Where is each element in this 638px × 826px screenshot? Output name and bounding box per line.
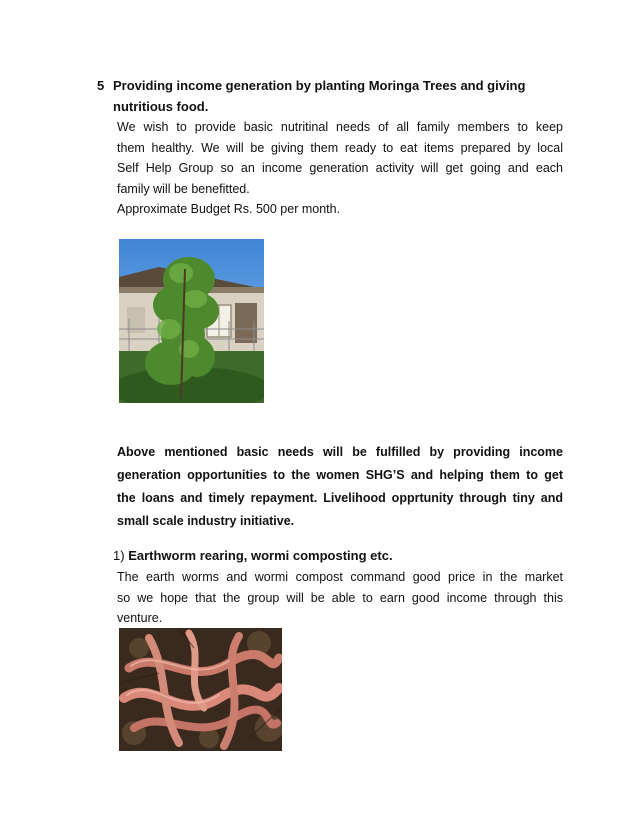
budget-line <box>117 199 563 220</box>
section-number: 5 <box>97 78 105 93</box>
paragraph-line: so we hope that the group will be able to earn good income through this <box>117 590 563 605</box>
summary-line: Above mentioned basic needs will be fulfilled by providing income <box>117 445 563 459</box>
summary-paragraph <box>117 441 563 533</box>
subsection-body-paragraph <box>117 567 563 629</box>
summary-line: the loans and timely repayment. Livelihood opprtunity through tiny and <box>117 491 563 505</box>
paragraph-line: We wish to provide basic nutritinal needs of all family members to keep <box>117 120 563 134</box>
paragraph-line: The earth worms and wormi compost command good price in the market <box>117 570 563 584</box>
paragraph-line: venture. <box>117 611 163 625</box>
paragraph-line: them healthy. We will be giving them ready to eat items prepared by local <box>117 140 563 155</box>
section-heading-line-1: Providing income generation by planting Moringa Trees and giving <box>113 78 526 93</box>
moringa-tree-photo <box>119 239 264 403</box>
summary-line: generation opportunities to the women SHG’S and helping them to get <box>117 468 563 482</box>
subsection-number: 1) <box>113 548 125 563</box>
budget-text: Approximate Budget Rs. 500 per month. <box>117 202 341 216</box>
earthworm-photo <box>119 628 282 751</box>
section-heading-line-2: nutritious food. <box>113 99 209 114</box>
paragraph-line: family will be benefitted. <box>117 181 250 196</box>
section-heading <box>97 75 563 117</box>
summary-line: small scale industry initiative. <box>117 514 295 528</box>
subsection-title: Earthworm rearing, wormi composting etc. <box>128 548 393 563</box>
section-body-paragraph <box>117 117 563 199</box>
paragraph-line: Self Help Group so an income generation activity will get going and each <box>117 161 563 175</box>
subsection-heading <box>113 546 393 566</box>
